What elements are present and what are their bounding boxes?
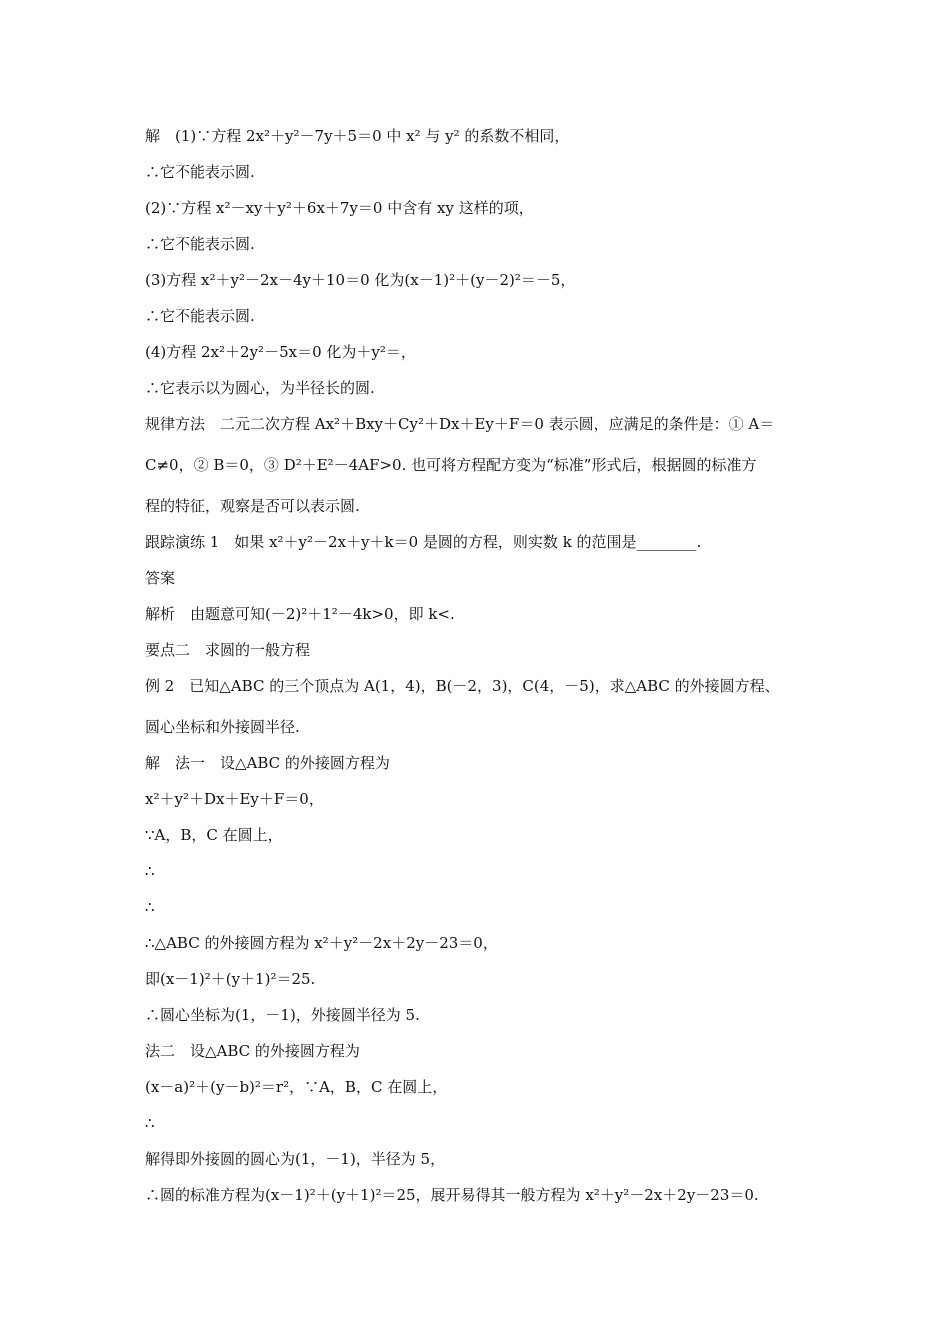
general-equation: x²＋y²＋Dx＋Ey＋F＝0， (145, 790, 324, 808)
example-2-line-2: 圆心坐标和外接圆半径. (145, 718, 300, 736)
therefore-symbol-3: ∴ (145, 1114, 155, 1132)
method-1-intro: 解 法一 设△ABC 的外接圆方程为 (145, 754, 390, 772)
example-2-line-1: 例 2 已知△ABC 的三个顶点为 A(1，4)，B(－2，3)，C(4，－5)，求△ABC 的外接圆方程、 (145, 677, 780, 695)
points-on-circle: ∵A，B，C 在圆上， (145, 826, 283, 844)
conclusion-3: ∴它不能表示圆. (145, 307, 255, 325)
standard-form: 即(x－1)²＋(y＋1)²＝25. (145, 970, 316, 988)
method-note-line-1: 规律方法 二元二次方程 Ax²＋Bxy＋Cy²＋Dx＋Ey＋F＝0 表示圆，应满足的条件是：① A＝ (145, 415, 775, 433)
conclusion-4: ∴它表示以为圆心，为半径长的圆. (145, 379, 375, 397)
conclusion-1: ∴它不能表示圆. (145, 163, 255, 181)
solution-part-3: (3)方程 x²＋y²－2x－4y＋10＝0 化为(x－1)²＋(y－2)²＝－5， (145, 271, 576, 289)
final-conclusion: ∴圆的标准方程为(x－1)²＋(y＋1)²＝25，展开易得其一般方程为 x²＋y²－2x＋2y－23＝0. (145, 1186, 759, 1204)
solution-part-1: 解 (1)∵方程 2x²＋y²－7y＋5＝0 中 x² 与 y² 的系数不相同， (145, 127, 570, 145)
analysis: 解析 由题意可知(－2)²＋1²－4k>0，即 k<. (145, 605, 455, 623)
conclusion-2: ∴它不能表示圆. (145, 235, 255, 253)
method-note-line-3: 程的特征，观察是否可以表示圆. (145, 497, 360, 515)
method-2-equation: (x－a)²＋(y－b)²＝r²，∵A，B，C 在圆上， (145, 1078, 448, 1096)
method-2-solution: 解得即外接圆的圆心为(1，－1)，半径为 5， (145, 1150, 446, 1168)
practice-question: 跟踪演练 1 如果 x²＋y²－2x＋y＋k＝0 是圆的方程，则实数 k 的范围是________. (145, 533, 702, 551)
solution-part-2: (2)∵方程 x²－xy＋y²＋6x＋7y＝0 中含有 xy 这样的项， (145, 199, 534, 217)
method-note-line-2: C≠0，② B＝0，③ D²＋E²－4AF>0. 也可将方程配方变为“标准”形式后，根据圆的标准方 (145, 456, 757, 474)
center-radius: ∴圆心坐标为(1，－1)，外接圆半径为 5. (145, 1006, 420, 1024)
section-heading: 要点二 求圆的一般方程 (145, 641, 311, 659)
circumcircle-equation: ∴△ABC 的外接圆方程为 x²＋y²－2x＋2y－23＝0， (145, 934, 498, 952)
solution-part-4: (4)方程 2x²＋2y²－5x＝0 化为＋y²＝， (145, 343, 416, 361)
answer-heading: 答案 (145, 569, 176, 587)
method-2-intro: 法二 设△ABC 的外接圆方程为 (145, 1042, 360, 1060)
therefore-symbol-1: ∴ (145, 862, 155, 880)
therefore-symbol-2: ∴ (145, 898, 155, 916)
